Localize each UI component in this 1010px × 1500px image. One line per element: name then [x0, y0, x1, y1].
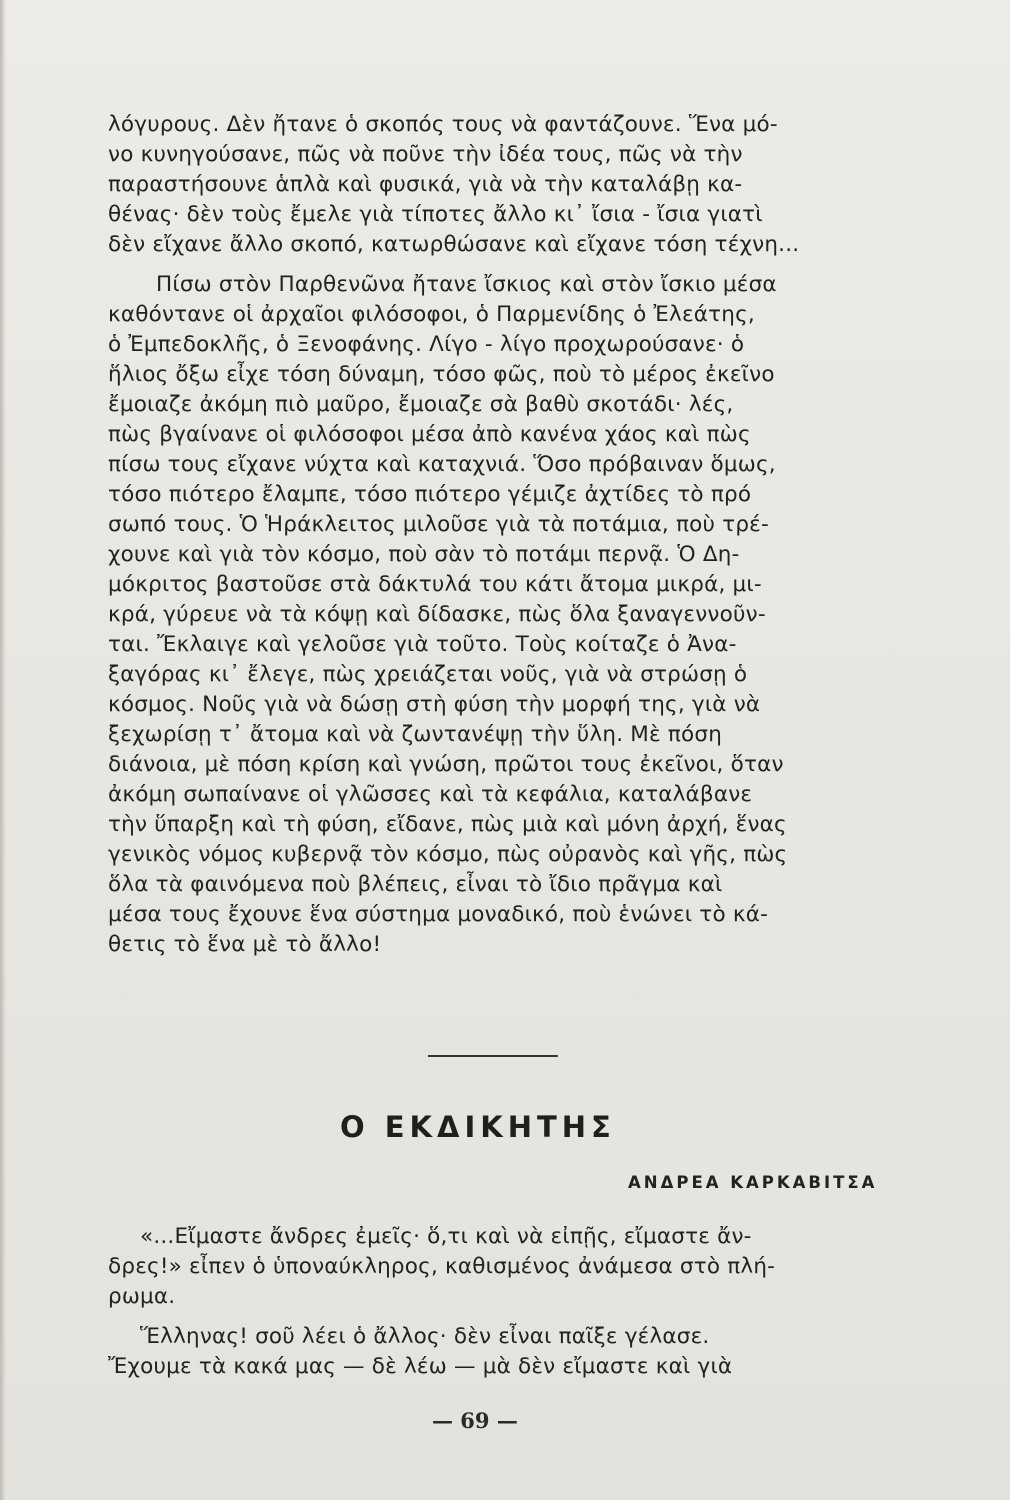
text-line: διάνοια, μὲ πόση κρίση καὶ γνώση, πρῶτοι τους ἐκεῖνοι, ὅταν	[108, 752, 784, 777]
text-line: μόκριτος βαστοῦσε στὰ δάκτυλά του κάτι ἄτομα μικρά, μι-	[108, 572, 762, 597]
text-line: Ἕλληνας! σοῦ λέει ὁ ἄλλος· δὲν εἶναι παῖξε γέλασε.	[140, 1324, 710, 1349]
text-line: παραστήσουνε ἁπλὰ καὶ φυσικά, γιὰ νὰ τὴν καταλάβῃ κα-	[108, 172, 743, 197]
text-line: θετις τὸ ἕνα μὲ τὸ ἄλλο!	[108, 932, 382, 957]
text-line: κρά, γύρευε νὰ τὰ κόψῃ καὶ δίδασκε, πὼς ὅλα ξαναγεννοῦν-	[108, 602, 766, 627]
story-author: ΑΝΔΡΕΑ ΚΑΡΚΑΒΙΤΣΑ	[628, 1173, 878, 1192]
text-line: ἥλιος ὄξω εἶχε τόση δύναμη, τόσο φῶς, ποὺ τὸ μέρος ἐκεῖνο	[108, 362, 775, 387]
text-line: Πίσω στὸν Παρθενῶνα ἤτανε ἴσκιος καὶ στὸν ἴσκιο μέσα	[156, 272, 777, 297]
text-line: σωπό τους. Ὁ Ἡράκλειτος μιλοῦσε γιὰ τὰ ποτάμια, ποὺ τρέ-	[108, 512, 769, 537]
text-line: δρες!» εἶπεν ὁ ὑποναύκληρος, καθισμένος ἀνάμεσα στὸ πλή-	[108, 1254, 776, 1279]
text-line: καθόντανε οἱ ἀρχαῖοι φιλόσοφοι, ὁ Παρμενίδης ὁ Ἐλεάτης,	[108, 302, 755, 327]
text-line: νο κυνηγούσανε, πῶς νὰ ποῦνε τὴν ἰδέα τους, πῶς νὰ τὴν	[108, 142, 743, 167]
text-line: ὅλα τὰ φαινόμενα ποὺ βλέπεις, εἶναι τὸ ἴδιο πρᾶγμα καὶ	[108, 872, 723, 897]
text-line: ρωμα.	[108, 1284, 176, 1309]
text-line: ἀκόμη σωπαίνανε οἱ γλῶσσες καὶ τὰ κεφάλια, καταλάβανε	[108, 782, 753, 807]
text-line: γενικὸς νόμος κυβερνᾷ τὸν κόσμο, πὼς οὐρανὸς καὶ γῆς, πὼς	[108, 842, 788, 867]
text-line: μέσα τους ἔχουνε ἕνα σύστημα μοναδικό, ποὺ ἑνώνει τὸ κά-	[108, 902, 769, 927]
text-line: κόσμος. Νοῦς γιὰ νὰ δώσῃ στὴ φύση τὴν μορφή της, γιὰ νὰ	[108, 692, 761, 717]
text-line: «...Εἴμαστε ἄνδρες ἐμεῖς· ὅ,τι καὶ νὰ εἰπῇς, εἴμαστε ἄν-	[140, 1224, 752, 1249]
text-line: χουνε καὶ γιὰ τὸν κόσμο, ποὺ σὰν τὸ ποτάμι περνᾷ. Ὁ Δη-	[108, 542, 740, 567]
text-line: ξεχωρίσῃ τ᾿ ἄτομα καὶ νὰ ζωντανέψῃ τὴν ὕλη. Μὲ πόση	[108, 722, 723, 747]
text-line: πίσω τους εἴχανε νύχτα καὶ καταχνιά. Ὅσο πρόβαιναν ὅμως,	[108, 452, 776, 477]
text-line: ται. Ἔκλαιγε καὶ γελοῦσε γιὰ τοῦτο. Τοὺς κοίταζε ὁ Ἀνα-	[108, 632, 737, 657]
text-line: ἔμοιαζε ἀκόμη πιὸ μαῦρο, ἔμοιαζε σὰ βαθὺ σκοτάδι· λές,	[108, 392, 734, 417]
text-line: τὴν ὕπαρξη καὶ τὴ φύση, εἴδανε, πὼς μιὰ καὶ μόνη ἀρχή, ἕνας	[108, 812, 787, 837]
text-line: πὼς βγαίνανε οἱ φιλόσοφοι μέσα ἀπὸ κανένα χάος καὶ πὼς	[108, 422, 751, 447]
story-title: Ο ΕΚΔΙΚΗΤΗΣ	[340, 1110, 616, 1144]
text-line: ξαγόρας κι᾿ ἔλεγε, πὼς χρειάζεται νοῦς, γιὰ νὰ στρώσῃ ὁ	[108, 662, 748, 687]
page-number: — 69 —	[432, 1408, 518, 1433]
text-line: δὲν εἴχανε ἄλλο σκοπό, κατωρθώσανε καὶ εἴχανε τόση τέχνη...	[108, 232, 800, 257]
text-line: ὁ Ἐμπεδοκλῆς, ὁ Ξενοφάνης. Λίγο - λίγο προχωρούσανε· ὁ	[108, 332, 745, 357]
text-line: Ἔχουμε τὰ κακά μας — δὲ λέω — μὰ δὲν εἴμαστε καὶ γιὰ	[108, 1354, 733, 1379]
text-line: τόσο πιότερο ἔλαμπε, τόσο πιότερο γέμιζε ἀχτίδες τὸ πρό	[108, 482, 752, 507]
text-line: θένας· δὲν τοὺς ἔμελε γιὰ τίποτες ἄλλο κι᾿ ἴσια - ἴσια γιατὶ	[108, 202, 763, 227]
text-line: λόγυρους. Δὲν ἤτανε ὁ σκοπός τους νὰ φαντάζουνε. Ἕνα μό-	[108, 112, 778, 137]
